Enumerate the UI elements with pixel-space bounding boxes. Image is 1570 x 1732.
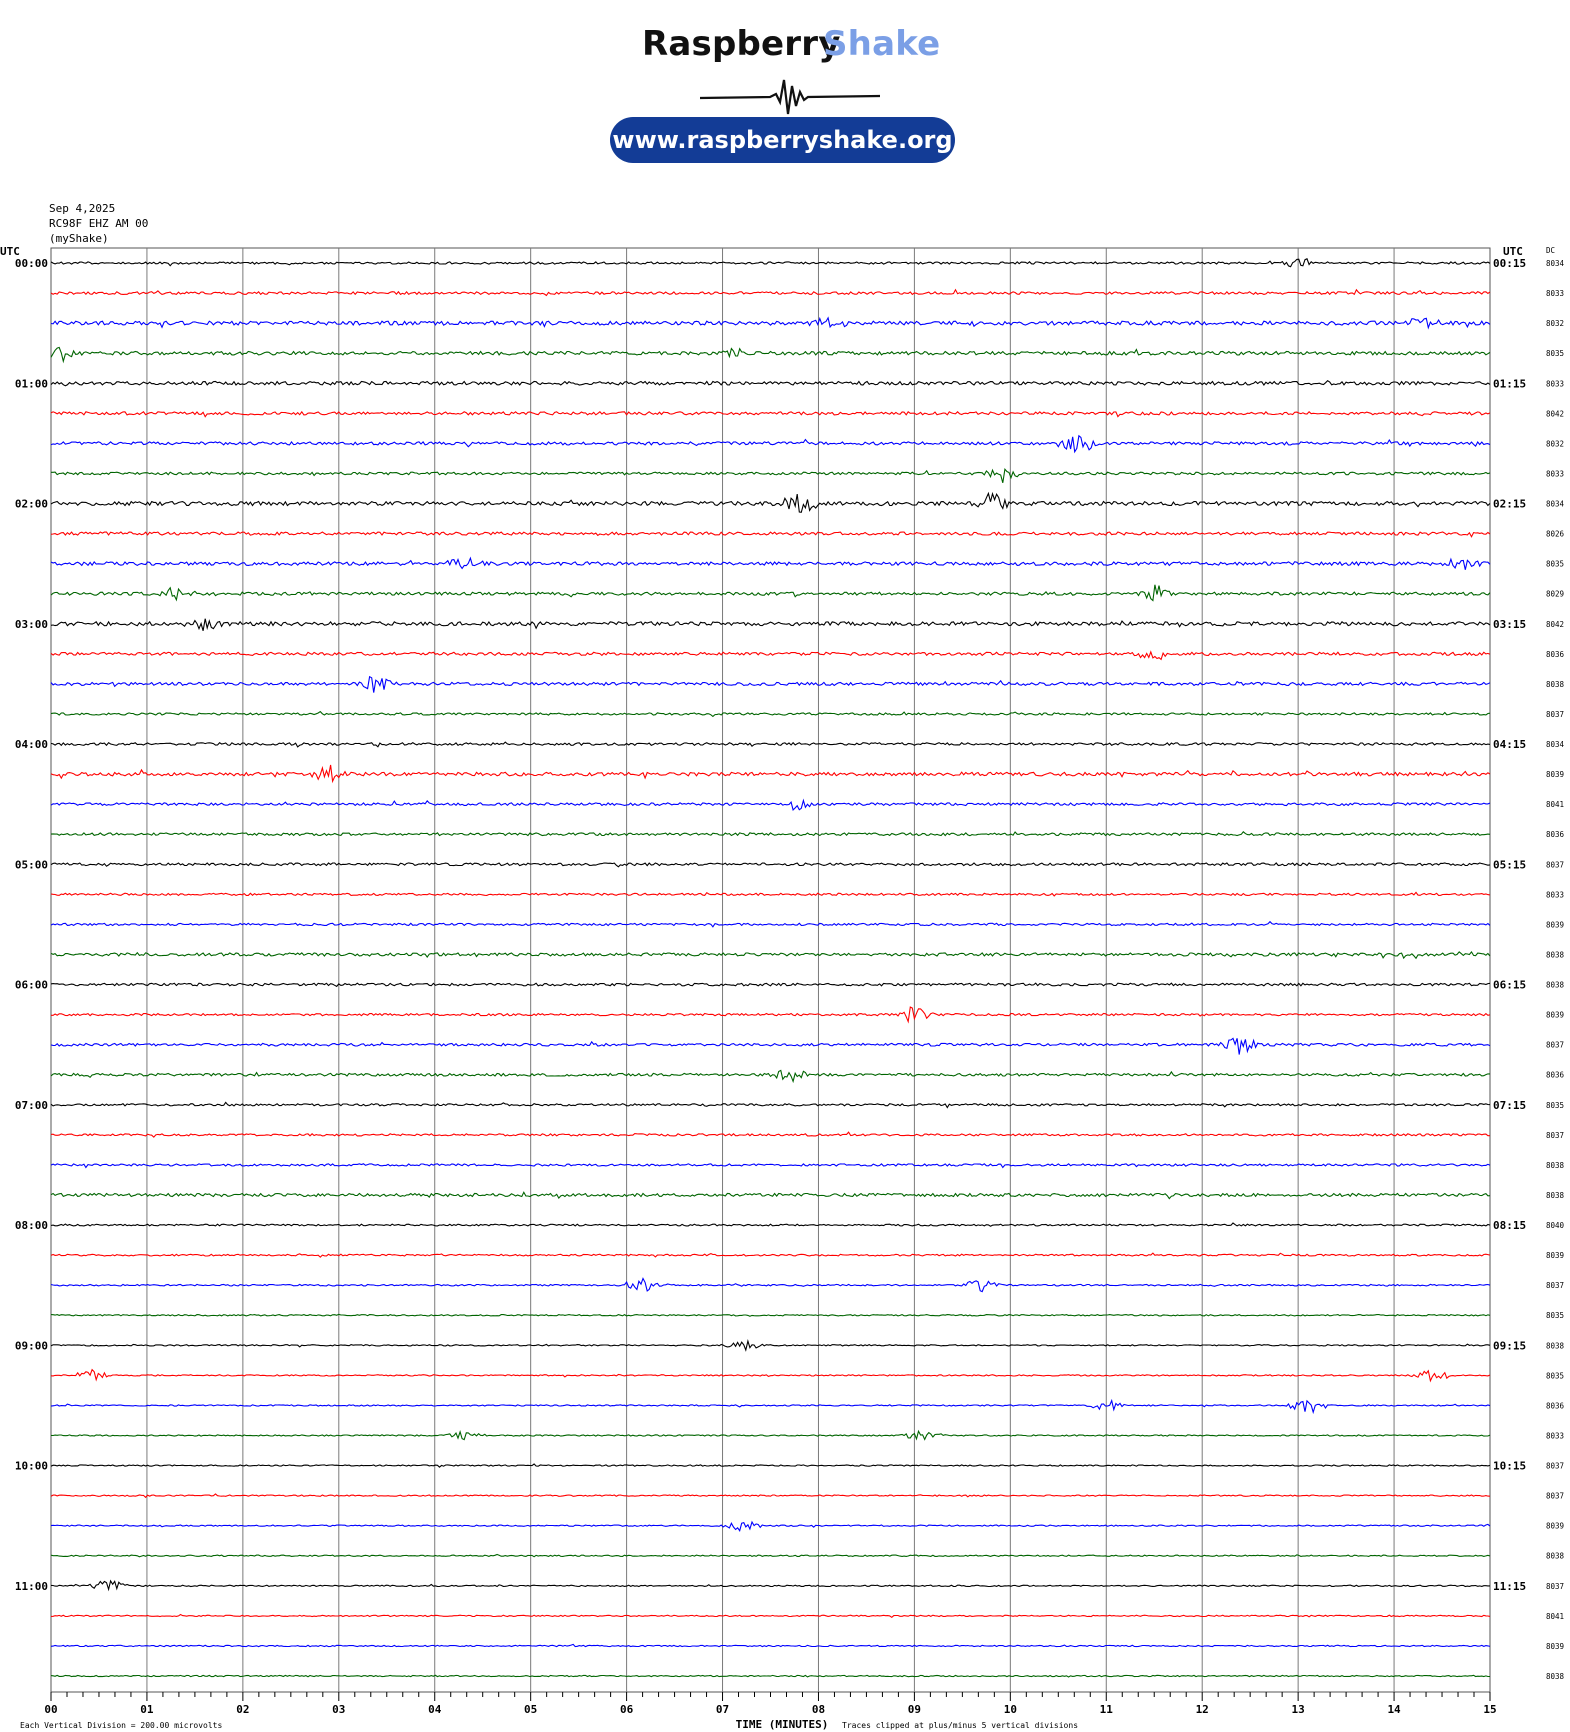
trace-line [51,801,1490,810]
dc-value: 8039 [1546,1521,1565,1531]
dc-value: 8037 [1546,1581,1565,1591]
hour-label-right: 04:15 [1493,738,1527,752]
trace-line [51,742,1490,747]
trace-line [51,585,1490,601]
hour-label-right: 01:15 [1493,377,1527,391]
x-tick-label: 07 [715,1703,730,1716]
network-name: (myShake) [49,232,109,245]
x-tick-label: 03 [332,1703,346,1716]
x-tick-label: 00 [44,1703,58,1716]
trace-line [51,1494,1490,1497]
hour-label-right: 05:15 [1493,858,1527,872]
dc-header: DC [1546,246,1556,255]
dc-value: 8033 [1546,289,1565,299]
dc-value: 8033 [1546,1431,1565,1441]
trace-lines [51,259,1490,1677]
dc-value: 8035 [1546,1311,1565,1321]
trace-line [51,469,1490,483]
trace-line [51,1522,1490,1531]
hour-label-left: 01:00 [14,377,48,391]
dc-value: 8033 [1546,379,1565,389]
hour-label-right: 06:15 [1493,978,1527,992]
trace-line [51,290,1490,296]
brand-name-shake: Shake [823,24,941,64]
dc-value: 8037 [1546,1281,1565,1291]
dc-value: 8039 [1546,1251,1565,1261]
x-tick-label: 01 [140,1703,154,1716]
hour-label-left: 06:00 [14,978,48,992]
dc-value: 8035 [1546,1371,1565,1381]
trace-line [51,1192,1490,1198]
hour-label-left: 08:00 [14,1219,48,1233]
hour-label-left: 07:00 [14,1098,48,1112]
x-tick-label: 08 [811,1703,826,1716]
hour-label-left: 05:00 [14,858,48,872]
dc-value: 8033 [1546,890,1565,900]
hour-label-right: 03:15 [1493,617,1527,631]
x-axis-title: TIME (MINUTES) [735,1718,829,1731]
dc-value: 8038 [1546,1672,1565,1681]
dc-value: 8038 [1546,1190,1565,1200]
dc-value: 8035 [1546,349,1565,359]
trace-line [51,412,1490,417]
dc-value: 8034 [1546,499,1565,509]
dc-value: 8036 [1546,1401,1565,1411]
trace-line [51,1070,1490,1081]
brand-name-raspberry: Raspberry [642,24,841,64]
trace-line [51,652,1490,660]
trace-line [51,1675,1490,1677]
trace-line [51,1464,1490,1467]
dc-value: 8041 [1546,800,1565,810]
trace-line [51,381,1490,386]
dc-value: 8032 [1546,319,1565,329]
record-date: Sep 4,2025 [49,202,116,215]
hour-label-right: 09:15 [1493,1339,1527,1353]
hour-label-right: 02:15 [1493,497,1527,511]
dc-value: 8034 [1546,259,1565,268]
dc-value: 8037 [1546,1491,1565,1501]
trace-line [51,1341,1490,1350]
dc-value: 8041 [1546,1611,1565,1621]
utc-label-left: UTC [0,245,20,258]
trace-line [51,1102,1490,1107]
station-code: RC98F EHZ AM 00 [49,217,149,230]
trace-line [51,892,1490,896]
trace-line [51,677,1490,693]
scale-note: Each Vertical Division = 200.00 microvolts [20,1721,223,1730]
trace-line [51,832,1490,836]
trace-line [51,1164,1490,1168]
trace-line [51,1401,1490,1413]
dc-value: 8038 [1546,1160,1565,1170]
hour-label-left: 02:00 [14,497,48,511]
dc-value: 8039 [1546,920,1565,930]
trace-line [51,863,1490,867]
x-tick-label: 05 [524,1703,538,1716]
trace-line [51,1431,1490,1439]
x-tick-label: 06 [619,1703,634,1716]
trace-line [51,952,1490,958]
x-tick-label: 11 [1099,1703,1113,1716]
trace-line [51,922,1490,927]
utc-label-right: UTC [1503,245,1523,258]
dc-value: 8032 [1546,439,1565,449]
plot-grid [51,248,1490,1701]
dc-value: 8036 [1546,649,1565,659]
dc-value: 8035 [1546,559,1565,569]
x-tick-label: 10 [1003,1703,1017,1716]
trace-line [51,532,1490,537]
dc-value: 8034 [1546,740,1565,750]
dc-value: 8042 [1546,409,1565,419]
trace-line [51,765,1490,781]
hour-label-right: 00:15 [1493,257,1527,270]
hour-label-right: 07:15 [1493,1098,1527,1112]
axis-labels [0,245,1565,1731]
trace-line [51,619,1490,631]
dc-value: 8036 [1546,830,1565,840]
hour-label-right: 08:15 [1493,1219,1527,1233]
trace-line [51,1253,1490,1257]
trace-line [51,436,1490,452]
dc-value: 8037 [1546,860,1565,870]
hour-label-left: 00:00 [14,257,48,270]
dc-value: 8039 [1546,1010,1565,1020]
hour-label-left: 03:00 [14,617,48,631]
dc-value: 8038 [1546,1341,1565,1351]
hour-label-left: 11:00 [14,1579,48,1593]
hour-label-right: 11:15 [1493,1579,1527,1593]
trace-line [51,1370,1490,1381]
trace-line [51,347,1490,361]
clip-note: Traces clipped at plus/minus 5 vertical divisions [842,1721,1079,1730]
trace-line [51,1279,1490,1292]
trace-line [51,1555,1490,1557]
dc-value: 8029 [1546,589,1565,599]
trace-line [51,1038,1490,1054]
trace-line [51,1581,1490,1589]
trace-line [51,712,1490,717]
hour-label-left: 04:00 [14,738,48,752]
x-tick-label: 14 [1387,1703,1401,1716]
dc-value: 8037 [1546,1130,1565,1140]
dc-value: 8038 [1546,679,1565,689]
x-tick-label: 13 [1291,1703,1305,1716]
dc-value: 8039 [1546,770,1565,780]
dc-value: 8039 [1546,1641,1565,1651]
website-link[interactable]: www.raspberryshake.org [610,117,955,163]
trace-line [51,983,1490,986]
dc-value: 8038 [1546,1551,1565,1561]
dc-value: 8038 [1546,980,1565,990]
dc-value: 8037 [1546,709,1565,719]
trace-line [51,493,1490,512]
dc-value: 8038 [1546,950,1565,960]
trace-line [51,1223,1490,1226]
trace-line [51,318,1490,328]
x-tick-label: 15 [1483,1703,1497,1716]
hour-label-left: 09:00 [14,1339,48,1353]
dc-value: 8037 [1546,1040,1565,1050]
dc-value: 8033 [1546,469,1565,479]
trace-line [51,1314,1490,1316]
dc-value: 8035 [1546,1100,1565,1110]
dc-value: 8037 [1546,1461,1565,1471]
dc-value: 8040 [1546,1221,1565,1231]
x-tick-label: 09 [907,1703,922,1716]
trace-line [51,1132,1490,1137]
trace-line [51,1615,1490,1618]
dc-value: 8042 [1546,619,1565,629]
hour-label-left: 10:00 [14,1459,48,1473]
dc-value: 8036 [1546,1070,1565,1080]
trace-line [51,1644,1490,1646]
plot-frame [51,248,1490,1692]
trace-line [51,558,1490,570]
x-tick-label: 04 [428,1703,442,1716]
dc-value: 8026 [1546,529,1565,539]
x-tick-label: 12 [1195,1703,1209,1716]
trace-line [51,259,1490,267]
hour-label-right: 10:15 [1493,1459,1527,1473]
trace-line [51,1007,1490,1022]
x-tick-label: 02 [236,1703,250,1716]
